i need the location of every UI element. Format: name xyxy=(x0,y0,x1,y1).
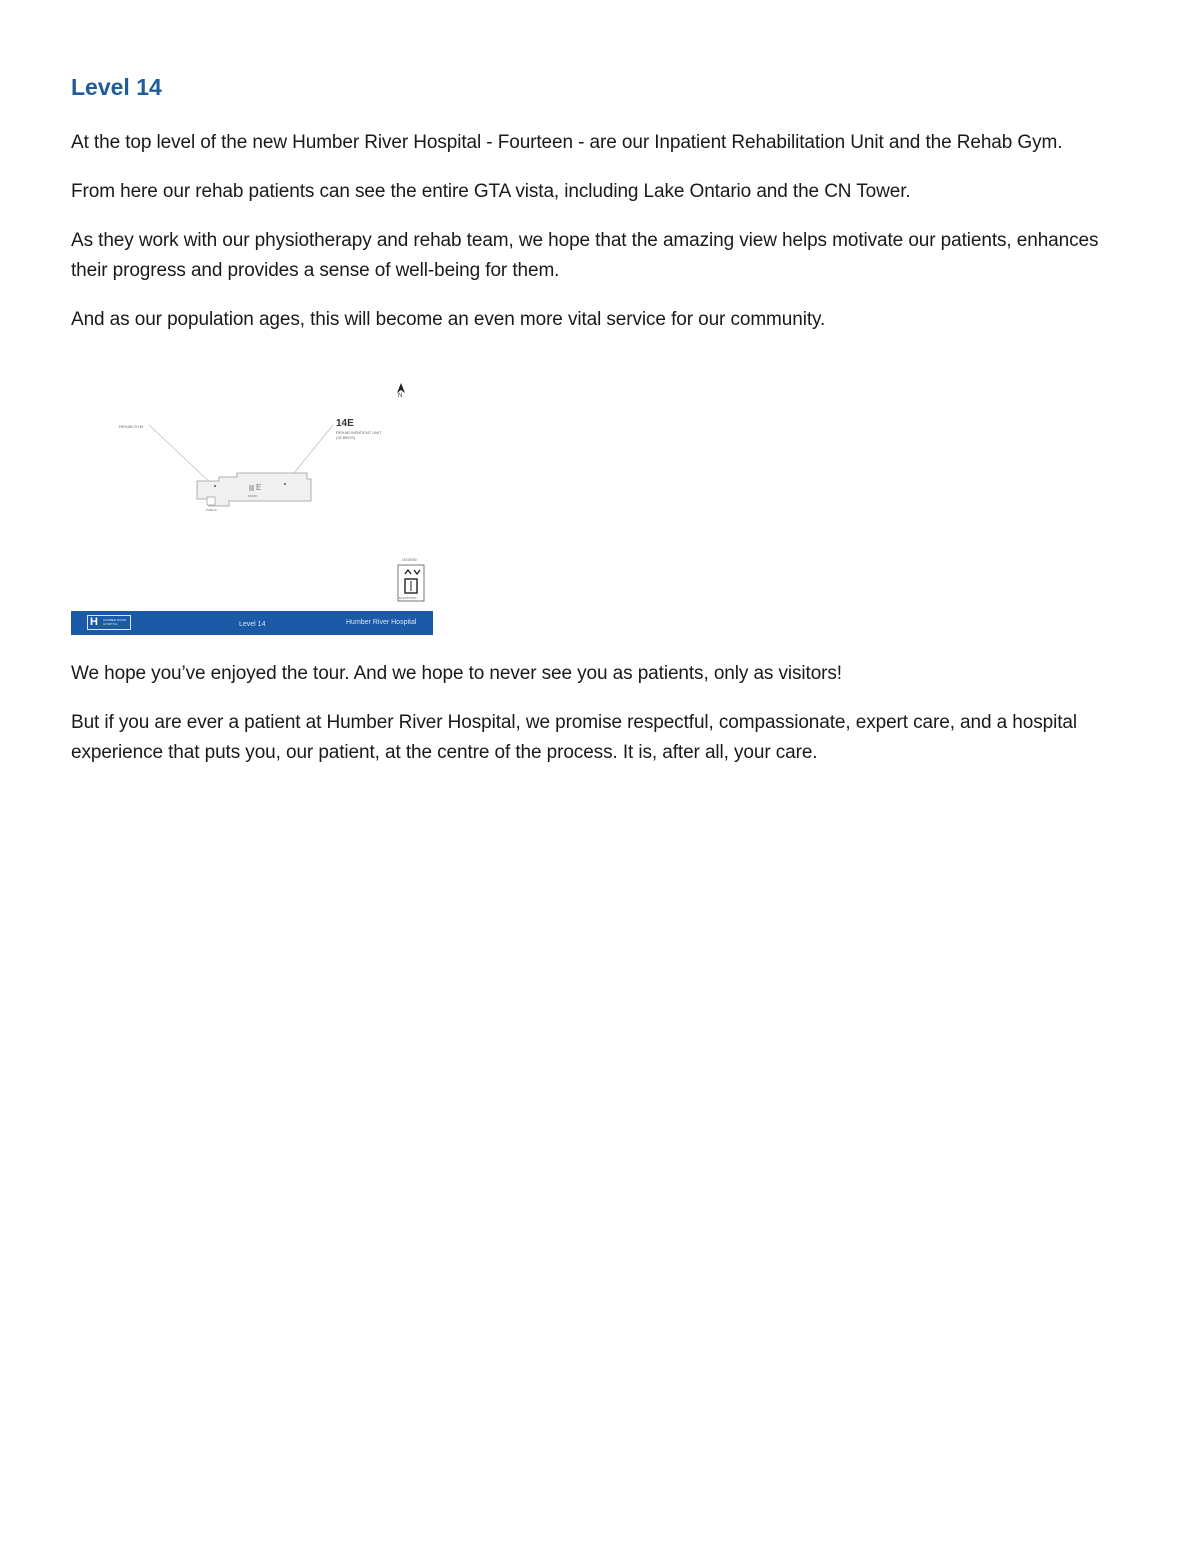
intro-paragraph: At the top level of the new Humber River Hospital - Fourteen - are our Inpatient Rehabilitation Unit and the Rehab Gym. xyxy=(71,132,1063,153)
logo-text: HUMBER RIVER HOSPITAL xyxy=(103,618,127,626)
promise-paragraph: But if you are ever a patient at Humber River Hospital, we promise respectful, compassionate, expert care, and a hospital experience that puts you, our patient, at the centre of the process. It is, after all, your care. xyxy=(71,712,1077,763)
unit-name: REHAB INPATIENT UNIT xyxy=(336,430,382,435)
unit-beds: (32 BEDS) xyxy=(336,435,356,440)
community-paragraph: And as our population ages, this will become an even more vital service for our community. xyxy=(71,309,826,330)
view-paragraph: From here our rehab patients can see the entire GTA vista, including Lake Ontario and the CN Tower. xyxy=(71,181,911,202)
legend-title: LEGEND: xyxy=(402,558,418,562)
footer-hospital-name: Humber River Hospital xyxy=(346,619,417,626)
zone-letter: E xyxy=(256,483,262,492)
north-label: N xyxy=(398,393,403,399)
enjoyed-paragraph: We hope you’ve enjoyed the tour. And we hope to never see you as patients, only as visitors! xyxy=(71,663,842,684)
rehab-gym-label: REHAB GYM xyxy=(119,424,144,429)
floor-map-graphic xyxy=(71,381,433,637)
document-page xyxy=(71,72,1131,768)
north-arrow-icon xyxy=(397,383,405,393)
footer-level: Level 14 xyxy=(239,621,266,628)
logo-letter: H xyxy=(90,616,98,628)
page-title: Level 14 xyxy=(71,74,162,100)
floor-map xyxy=(71,381,433,637)
public-label: PUBLIC xyxy=(206,508,217,512)
team-paragraph: As they work with our physiotherapy and rehab team, we hope that the amazing view helps motivate our patients, enhances their progress and provides a sense of well-being for them. xyxy=(71,230,1099,281)
unit-code: 14E xyxy=(336,418,354,429)
zone-sub: STAFF xyxy=(248,494,258,498)
hospital-logo-icon xyxy=(87,615,131,630)
map-footer-bar xyxy=(71,611,433,635)
legend-elevators: ELEVATORS xyxy=(399,596,417,600)
building-outline xyxy=(197,473,311,506)
